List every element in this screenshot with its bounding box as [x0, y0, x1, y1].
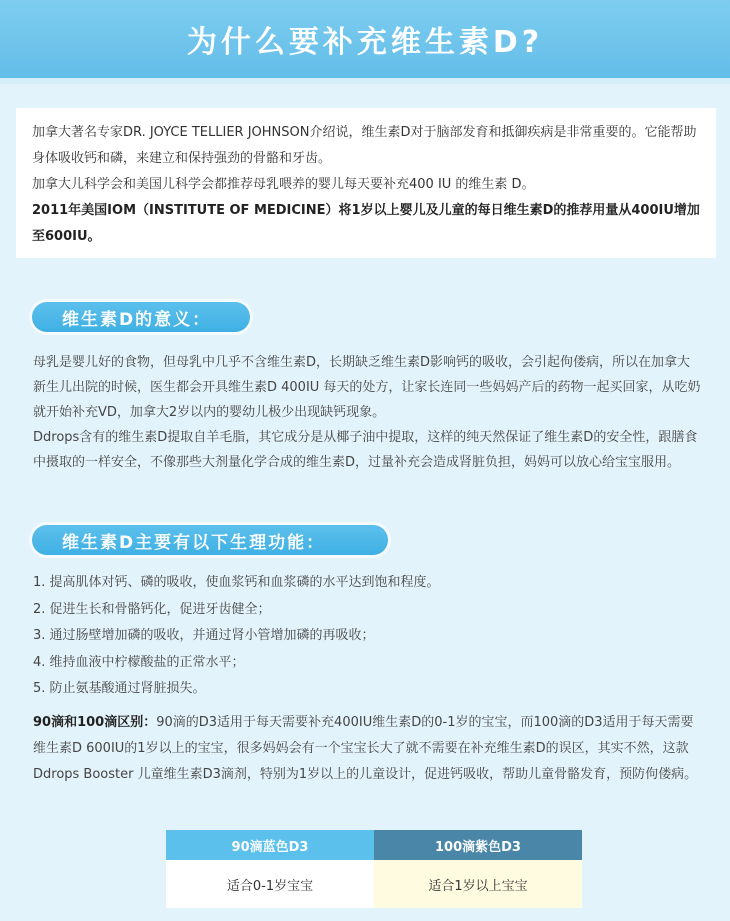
comparison-table: [166, 830, 582, 908]
page-title: 为什么要补充维生素D?: [186, 25, 544, 60]
list-item: 4. 维持血液中柠檬酸盐的正常水平；: [33, 654, 245, 670]
meaning-paragraph-2: Ddrops含有的维生素D提取自羊毛脂，其它成分是从椰子油中提取，这样的纯天然保证了维生素D的安全性，跟膳食中摄取的一样安全，不像那些大剂量化学合成的维生素D，过量补充会造成肾脏负担，妈妈可以放心给宝宝服用。: [33, 430, 698, 470]
difference-label: 90滴和100滴区别：: [33, 715, 157, 730]
table-header-90: 90滴蓝色D3: [166, 830, 374, 860]
difference-body: 90滴的D3适用于每天需要补充400IU维生素D的0-1岁的宝宝，而100滴的D3适用于每天需要维生素D 600IU的1岁以上的宝宝，很多妈妈会有一个宝宝长大了就不需要在补充维生素D的误区，其实不然，这款Ddrops Booster 儿童维生素D3滴剂，特别为1岁以上的儿童设计，促进钙吸收，帮助儿童骨骼发育，预防佝偻病。: [33, 715, 698, 782]
meaning-paragraph-1: 母乳是婴儿好的食物，但母乳中几乎不含维生素D，长期缺乏维生素D影响钙的吸收，会引起佝偻病，所以在加拿大新生儿出院的时候，医生都会开具维生素D 400IU 每天的处方，让家长连同一些妈妈产后的药物一起买回家，从吃奶就开始补充VD，加拿大2岁以内的婴幼儿极少出现缺钙现象。: [33, 355, 701, 420]
section-title-functions: 维生素D主要有以下生理功能：: [32, 525, 388, 555]
list-item: 5. 防止氨基酸通过肾脏损失。: [33, 681, 206, 696]
meaning-text: [33, 350, 701, 475]
table-cell-100: 适合1岁以上宝宝: [374, 860, 582, 908]
intro-paragraph-1: 加拿大著名专家DR. JOYCE TELLIER JOHNSON介绍说，维生素D对于脑部发育和抵御疾病是非常重要的。它能帮助身体吸收钙和磷，来建立和保持强劲的骨骼和牙齿。: [32, 125, 697, 166]
intro-paragraph-2: 加拿大儿科学会和美国儿科学会都推荐母乳喂养的婴儿每天要补充400 IU 的维生素 D。: [32, 177, 535, 192]
table-header-100: 100滴紫色D3: [374, 830, 582, 860]
functions-list: [33, 570, 701, 703]
page-header: [0, 0, 730, 84]
list-item: 3. 通过肠壁增加磷的吸收，并通过肾小管增加磷的再吸收；: [33, 628, 375, 643]
table-cell-90: 适合0-1岁宝宝: [166, 860, 374, 908]
intro-box: [16, 108, 716, 258]
difference-text: [33, 710, 701, 788]
section-title-meaning: 维生素D的意义：: [32, 302, 250, 332]
list-item: 1. 提高肌体对钙、磷的吸收，使血浆钙和血浆磷的水平达到饱和程度。: [33, 575, 440, 590]
intro-paragraph-3: 2011年美国IOM（INSTITUTE OF MEDICINE）将1岁以上婴儿及儿童的每日维生素D的推荐用量从400IU增加至600IU。: [32, 203, 700, 244]
list-item: 2. 促进生长和骨骼钙化，促进牙齿健全；: [33, 601, 271, 617]
